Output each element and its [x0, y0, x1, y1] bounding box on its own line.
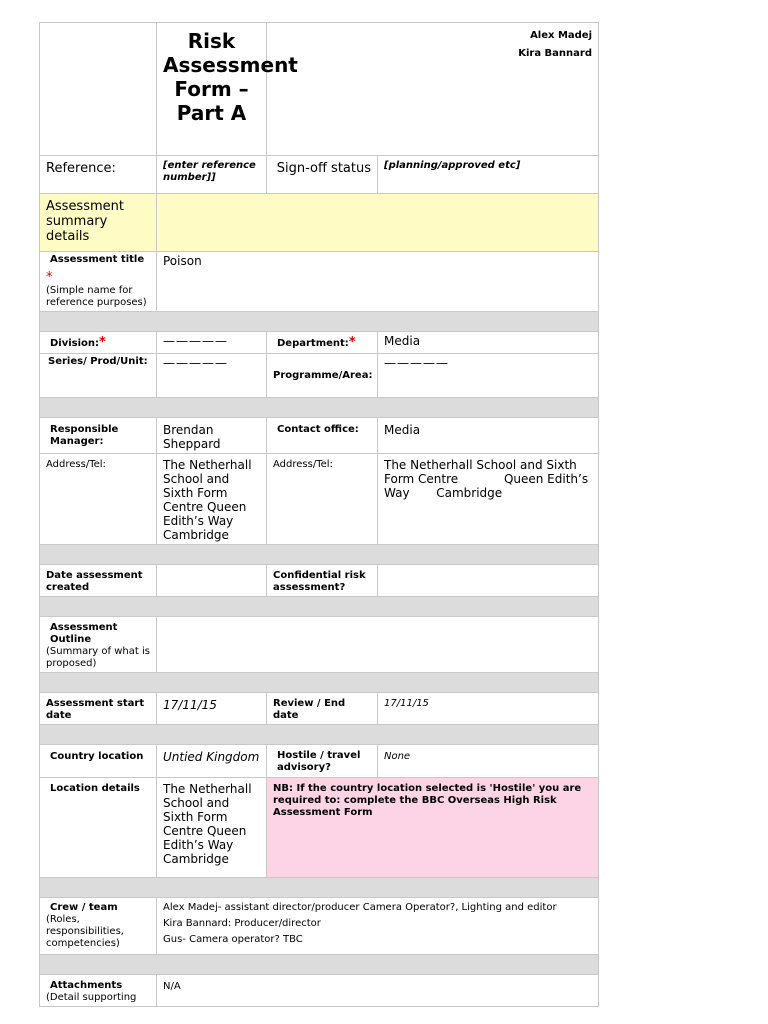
- outline-field[interactable]: [157, 617, 599, 673]
- form-title: Risk Assessment Form – Part A: [157, 23, 267, 156]
- department-field[interactable]: Media: [378, 332, 599, 354]
- series-label: Series/ Prod/Unit:: [40, 354, 157, 398]
- country-label: Country location: [40, 745, 157, 778]
- signoff-field[interactable]: [planning/approved etc]: [378, 156, 599, 194]
- division-label: Division:: [50, 338, 100, 349]
- hostile-field[interactable]: None: [378, 745, 599, 778]
- date-created-label: Date assessment created: [40, 565, 157, 597]
- assessment-title-field[interactable]: Poison: [157, 252, 599, 312]
- series-field[interactable]: —————: [157, 354, 267, 398]
- department-label: Department:: [277, 338, 349, 349]
- end-date-field[interactable]: 17/11/15: [378, 693, 599, 725]
- attachments-label-cell: [40, 975, 157, 1007]
- required-star-icon: *: [46, 270, 53, 285]
- contact-office-label: Contact office:: [267, 418, 378, 454]
- responsible-manager-label: Responsible Manager:: [40, 418, 157, 454]
- author-name: Kira Bannard: [518, 48, 593, 59]
- contact-office-field[interactable]: Media: [378, 418, 599, 454]
- division-field[interactable]: —————: [157, 332, 267, 354]
- location-details-field[interactable]: The Netherhall School and Sixth Form Centre Queen Edith’s Way Cambridge: [157, 778, 267, 878]
- assessment-title-hint: (Simple name for reference purposes): [46, 285, 147, 308]
- section-divider: [40, 398, 599, 418]
- section-divider: [40, 597, 599, 617]
- hostile-label: Hostile / travel advisory?: [267, 745, 378, 778]
- section-divider: [40, 725, 599, 745]
- start-date-field[interactable]: 17/11/15: [157, 693, 267, 725]
- section-divider: [40, 673, 599, 693]
- attachments-hint: (Detail supporting: [46, 992, 137, 1003]
- outline-label: Assessment Outline: [50, 622, 118, 645]
- confidential-label: Confidential risk assessment?: [267, 565, 378, 597]
- assessment-title-label-cell: [40, 252, 157, 312]
- attachments-field[interactable]: N/A: [157, 975, 599, 1007]
- reference-field[interactable]: [enter reference number]]: [157, 156, 267, 194]
- address-left-field[interactable]: The Netherhall School and Sixth Form Centre Queen Edith’s Way Cambridge: [157, 454, 267, 545]
- crew-label-cell: [40, 898, 157, 955]
- author-list: [267, 23, 599, 156]
- outline-hint: (Summary of what is proposed): [46, 646, 150, 669]
- crew-line: Alex Madej- assistant director/producer Camera Operator?, Lighting and editor: [163, 902, 557, 913]
- country-field[interactable]: Untied Kingdom: [157, 745, 267, 778]
- outline-label-cell: [40, 617, 157, 673]
- date-created-field[interactable]: [157, 565, 267, 597]
- end-date-label: Review / End date: [267, 693, 378, 725]
- required-star-icon: *: [99, 335, 106, 350]
- division-label-cell: [40, 332, 157, 354]
- attachments-label: Attachments: [50, 980, 123, 991]
- summary-heading: Assessment summary details: [40, 194, 157, 252]
- section-divider: [40, 878, 599, 898]
- required-star-icon: *: [348, 335, 356, 350]
- assessment-title-label: Assessment title: [50, 254, 145, 265]
- header-blank-cell: [40, 23, 157, 156]
- crew-line: Kira Bannard: Producer/director: [163, 918, 321, 929]
- programme-field[interactable]: —————: [378, 354, 599, 398]
- hostile-location-note: NB: If the country location selected is 'Hostile' you are required to: complete the BBC Overseas High Risk Assessment Form: [267, 778, 599, 878]
- reference-label: Reference:: [40, 156, 157, 194]
- section-divider: [40, 955, 599, 975]
- crew-label: Crew / team: [50, 902, 118, 913]
- location-details-label: Location details: [40, 778, 157, 878]
- section-divider: [40, 545, 599, 565]
- crew-line: Gus- Camera operator? TBC: [163, 934, 303, 945]
- start-date-label: Assessment start date: [40, 693, 157, 725]
- section-divider: [40, 312, 599, 332]
- address-right-label: Address/Tel:: [267, 454, 378, 545]
- department-label-cell: [267, 332, 378, 354]
- programme-label: Programme/Area:: [267, 354, 378, 398]
- summary-blank-cell: [157, 194, 599, 252]
- address-right-field[interactable]: The Netherhall School and Sixth Form Centre Queen Edith’s Way Cambridge: [378, 454, 599, 545]
- crew-hint: (Roles, responsibilities, competencies): [46, 914, 124, 949]
- risk-assessment-form: [39, 22, 599, 1007]
- crew-field[interactable]: [157, 898, 599, 955]
- address-left-label: Address/Tel:: [40, 454, 157, 545]
- signoff-label: Sign-off status: [267, 156, 378, 194]
- responsible-manager-field[interactable]: Brendan Sheppard: [157, 418, 267, 454]
- author-name: Alex Madej: [530, 30, 593, 41]
- confidential-field[interactable]: [378, 565, 599, 597]
